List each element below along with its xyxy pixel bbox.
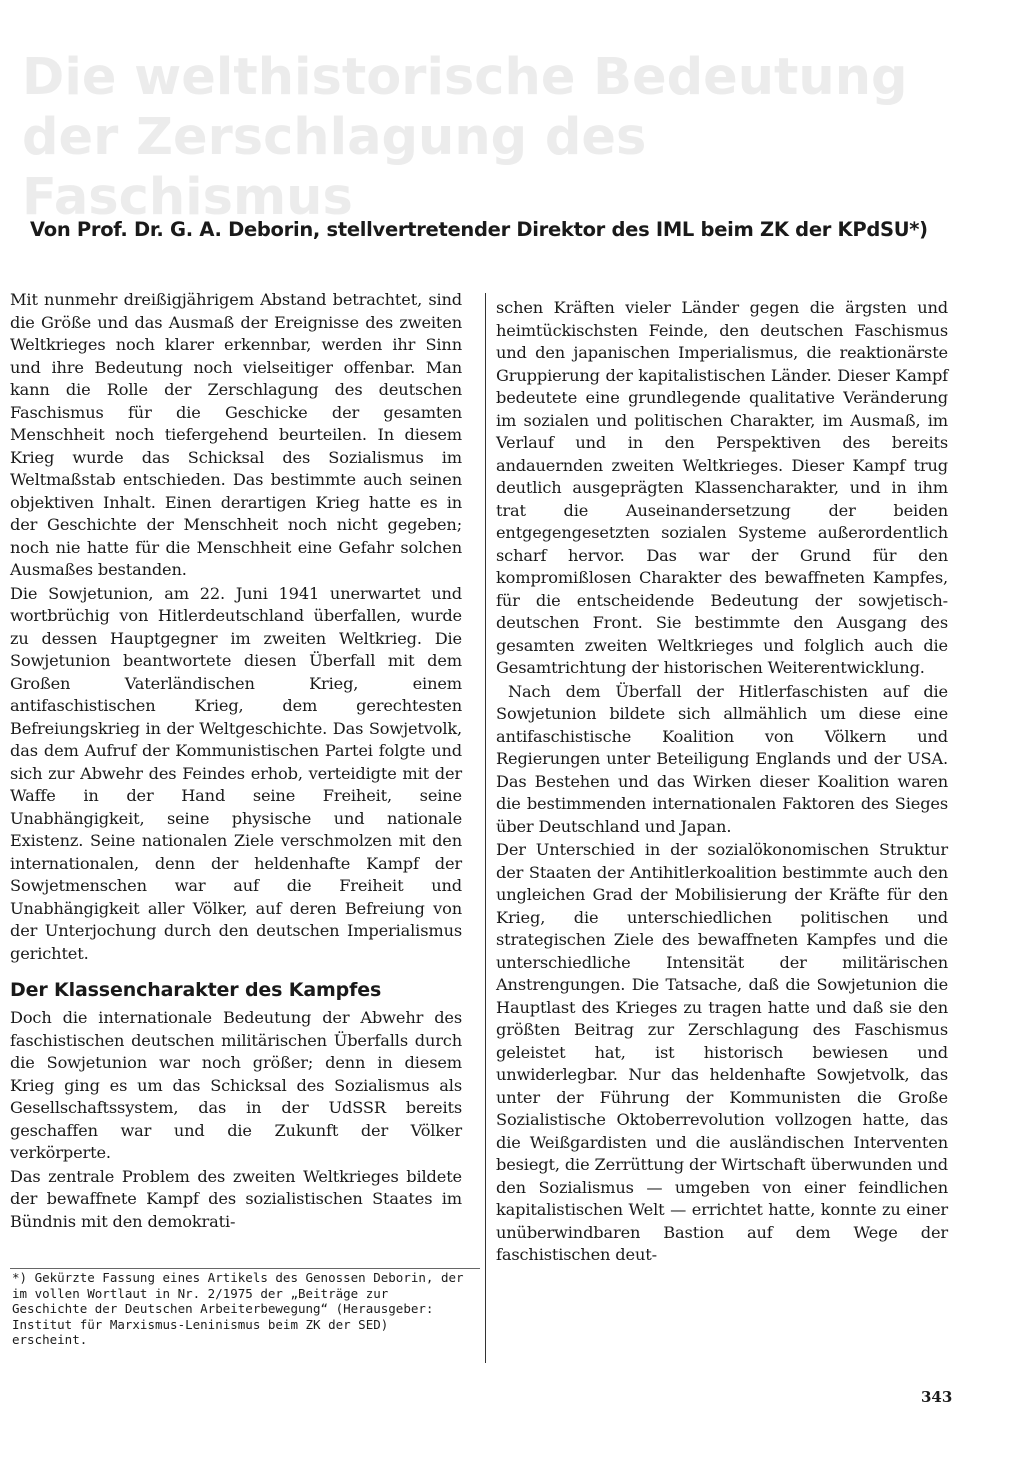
footnote: *) Gekürzte Fassung eines Artikels des Genossen Deborin, der im vollen Wortlaut in Nr. 2/1975 der „Beiträge zur Geschichte der Deutschen Arbeiterbewegung“ (Herausgeber: Institut für Marxismus-Leninismus beim ZK der SED) erscheint. (12, 1270, 464, 1347)
footnote-divider (10, 1268, 480, 1269)
article-title: Die welthistorische Bedeutung der Zerschlagung des Faschismus (22, 48, 908, 227)
section-heading: Der Klassencharakter des Kampfes (10, 979, 382, 1001)
paragraph: Die Sowjetunion, am 22. Juni 1941 unerwartet und wortbrüchig von Hitlerdeutschland überfallen, wurde zu dessen Hauptgegner im zweiten Weltkrieg. Die Sowjetunion beantwortete diesen Überfall mit dem Großen Vaterländischen Krieg, einem antifaschistischen Krieg, dem gerechtesten Befreiungskrieg in der Weltgeschichte. Das Sowjetvolk, das dem Aufruf der Kommunistischen Partei folgte und sich zur Abwehr des Feindes erhob, verteidigte mit der Waffe in der Hand seine Freiheit, seine Unabhängigkeit, seine physische und nationale Existenz. Seine nationalen Ziele verschmolzen mit den internationalen, denn der heldenhafte Kampf der Sowjetmenschen war auf die Freiheit und Unabhängigkeit aller Völker, auf deren Befreiung von der Unterjochung durch den deutschen Imperialismus gerichtet. (10, 583, 462, 963)
paragraph: Das zentrale Problem des zweiten Weltkrieges bildete der bewaffnete Kampf des sozialistischen Staates im Bündnis mit den demokrati- (10, 1166, 462, 1231)
paragraph: Mit nunmehr dreißigjährigem Abstand betrachtet, sind die Größe und das Ausmaß der Ereignisse des zweiten Weltkrieges noch klarer erkennbar, werden ihr Sinn und ihre Bedeutung noch vielseitiger offenbar. Man kann die Rolle der Zerschlagung des deutschen Faschismus für die Geschicke der gesamten Menschheit noch tiefergehend beurteilen. In diesem Krieg wurde das Schicksal des Sozialismus im Weltmaßstab entschieden. Das bestimmte auch seinen objektiven Inhalt. Einen derartigen Krieg hatte es in der Geschichte der Menschheit noch nicht gegeben; noch nie hatte für die Menschheit eine Gefahr solchen Ausmaßes bestanden. (10, 290, 462, 579)
paragraph: Der Unterschied in der sozialökonomischen Struktur der Staaten der Antihitlerkoalition bestimmte auch den ungleichen Grad der Mobilisierung der Kräfte für den Krieg, die unterschiedlichen politischen und strategischen Ziele des bewaffneten Kampfes und die unterschiedliche Intensität der militärischen Anstrengungen. Die Tatsache, daß die Sowjetunion die Hauptlast des Krieges zu tragen hatte und daß sie den größten Beitrag zur Zerschlagung des Faschismus geleistet hat, ist historisch bewiesen und unwiderlegbar. Nur das heldenhafte Sowjetvolk, das unter der Führung der Kommunisten die Große Sozialistische Oktoberrevolution vollzogen hatte, das die Weißgardisten und die ausländischen Interventen besiegt, die Zerrüttung der Wirtschaft überwunden und den Sozialismus — umgeben von einer feindlichen kapitalistischen Welt — errichtet hatte, konnte zu einer unüberwindbaren Bastion auf dem Wege der faschistischen deut- (496, 840, 948, 1264)
page-number: 343 (921, 1388, 953, 1406)
left-column (10, 289, 462, 1233)
paragraph: schen Kräften vieler Länder gegen die ärgsten und heimtückischsten Feinde, den deutschen Faschismus und den japanischen Imperialismus, die reaktionärste Gruppierung der kapitalistischen Länder. Dieser Kampf bedeutete eine grundlegende qualitative Veränderung im sozialen und politischen Charakter, im Ausmaß, im Verlauf und in den Perspektiven des bereits andauernden zweiten Weltkrieges. Dieser Kampf trug deutlich ausgeprägten Klassencharakter, und in ihm trat die Auseinandersetzung der beiden entgegengesetzten sozialen Systeme außerordentlich scharf hervor. Das war der Grund für den kompromißlosen Charakter des bewaffneten Kampfes, für die entscheidende Bedeutung der sowjetisch-deutschen Front. Sie bestimmte den Ausgang des gesamten zweiten Weltkrieges und folglich auch die Gesamtrichtung der historischen Weiterentwicklung. (496, 298, 948, 677)
paragraph: Nach dem Überfall der Hitlerfaschisten auf die Sowjetunion bildete sich allmählich um diese eine antifaschistische Koalition von Völkern und Regierungen unter Beteiligung Englands und der USA. Das Bestehen und das Wirken dieser Koalition waren die bestimmenden internationalen Faktoren des Sieges über Deutschland und Japan. (496, 681, 948, 836)
column-divider (485, 293, 486, 1363)
paragraph: Doch die internationale Bedeutung der Abwehr des faschistischen deutschen militärischen Überfalls durch die Sowjetunion war noch größer; denn in diesem Krieg ging es um das Schicksal des Sozialismus als Gesellschaftssystem, das in der UdSSR bereits geschaffen war und die Zukunft der Völker verkörperte. (10, 1008, 462, 1162)
article-byline: Von Prof. Dr. G. A. Deborin, stellvertretender Direktor des IML beim ZK der KPdSU*) (30, 218, 928, 241)
right-column (496, 297, 948, 1267)
